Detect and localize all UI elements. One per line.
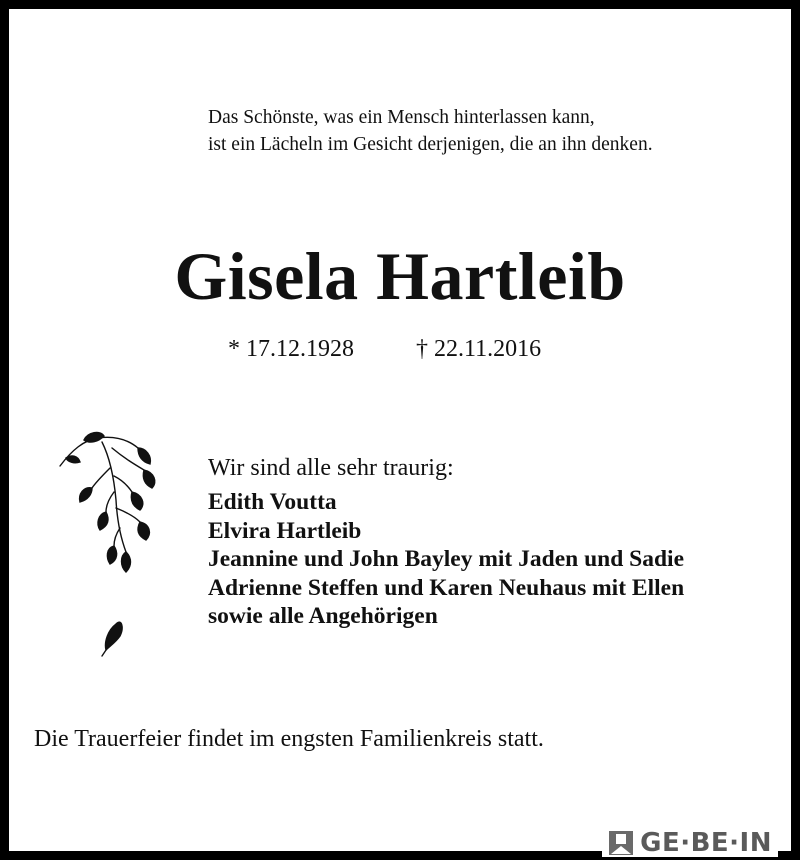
mourner-name: Elvira Hartleib [208, 517, 362, 544]
funeral-note: Die Trauerfeier findet im engsten Familienkreis statt. [34, 726, 544, 752]
birth-date: * 17.12.1928 [228, 336, 354, 362]
mourner-name: Adrienne Steffen und Karen Neuhaus mit Ellen [208, 574, 685, 601]
quote-line: ist ein Lächeln im Gesicht derjenigen, die an ihn denken. [208, 134, 653, 155]
mourner-name: Jeannine und John Bayley mit Jaden und Sadie [208, 546, 685, 572]
deceased-name: Gisela Hartleib [174, 238, 626, 314]
leaf-branch-icon [54, 428, 166, 660]
memorial-quote [208, 104, 653, 158]
death-date: † 22.11.2016 [416, 336, 542, 362]
mourners-list [208, 488, 684, 631]
mourner-name: sowie alle Angehörigen [208, 603, 438, 629]
publisher-logo-icon [608, 830, 634, 856]
mourner-name: Edith Voutta [208, 489, 337, 515]
quote-line: Das Schönste, was ein Mensch hinterlassen kann, [208, 107, 595, 128]
mourners-block [208, 452, 684, 631]
publisher-logo [602, 827, 778, 857]
publisher-logo-text: GE·BE·IN [640, 828, 772, 858]
life-dates [228, 334, 541, 364]
mourners-intro: Wir sind alle sehr traurig: [208, 455, 454, 481]
